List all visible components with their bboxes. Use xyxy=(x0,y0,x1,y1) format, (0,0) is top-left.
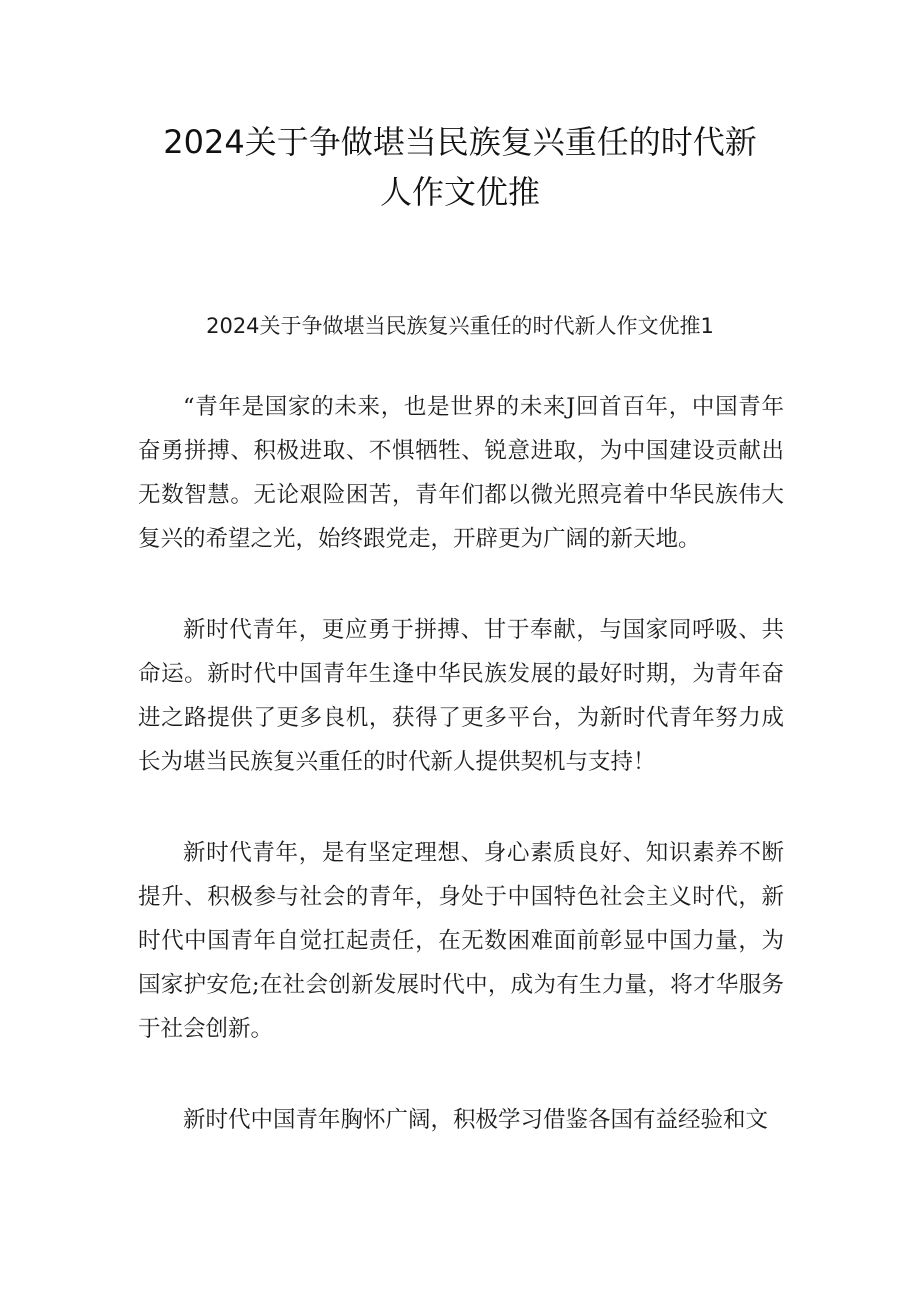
section-heading: 2024关于争做堪当民族复兴重任的时代新人作文优推1 xyxy=(206,314,714,338)
paragraph-1: “青年是国家的未来，也是世界的未来J回首百年，中国青年奋勇拼搏、积极进取、不惧牺牲、锐意进取，为中国建设贡献出无数智慧。无论艰险困苦，青年们都以微光照亮着中华民族伟大复兴的希望之光，始终跟党走，开辟更为广阔的新天地。 xyxy=(138,394,784,552)
paragraph-3: 新时代青年，是有坚定理想、身心素质良好、知识素养不断提升、积极参与社会的青年，身处于中国特色社会主义时代，新时代中国青年自觉扛起责任，在无数困难面前彰显中国力量，为国家护安危;在社会创新发展时代中，成为有生力量，将才华服务于社会创新。 xyxy=(138,840,784,1042)
paragraph-4: 新时代中国青年胸怀广阔，积极学习借鉴各国有益经验和文 xyxy=(183,1107,769,1133)
paragraph-2: 新时代青年，更应勇于拼搏、甘于奉献，与国家同呼吸、共命运。新时代中国青年生逢中华民族发展的最好时期，为青年奋进之路提供了更多良机，获得了更多平台，为新时代青年努力成长为堪当民族复兴重任的时代新人提供契机与支持！ xyxy=(138,617,784,775)
document-body xyxy=(138,385,784,1189)
document-title-line-2: 人作文优推 xyxy=(379,173,540,211)
document-title xyxy=(110,117,810,217)
document-title-line-1: 2024关于争做堪当民族复兴重任的时代新 xyxy=(163,123,757,161)
